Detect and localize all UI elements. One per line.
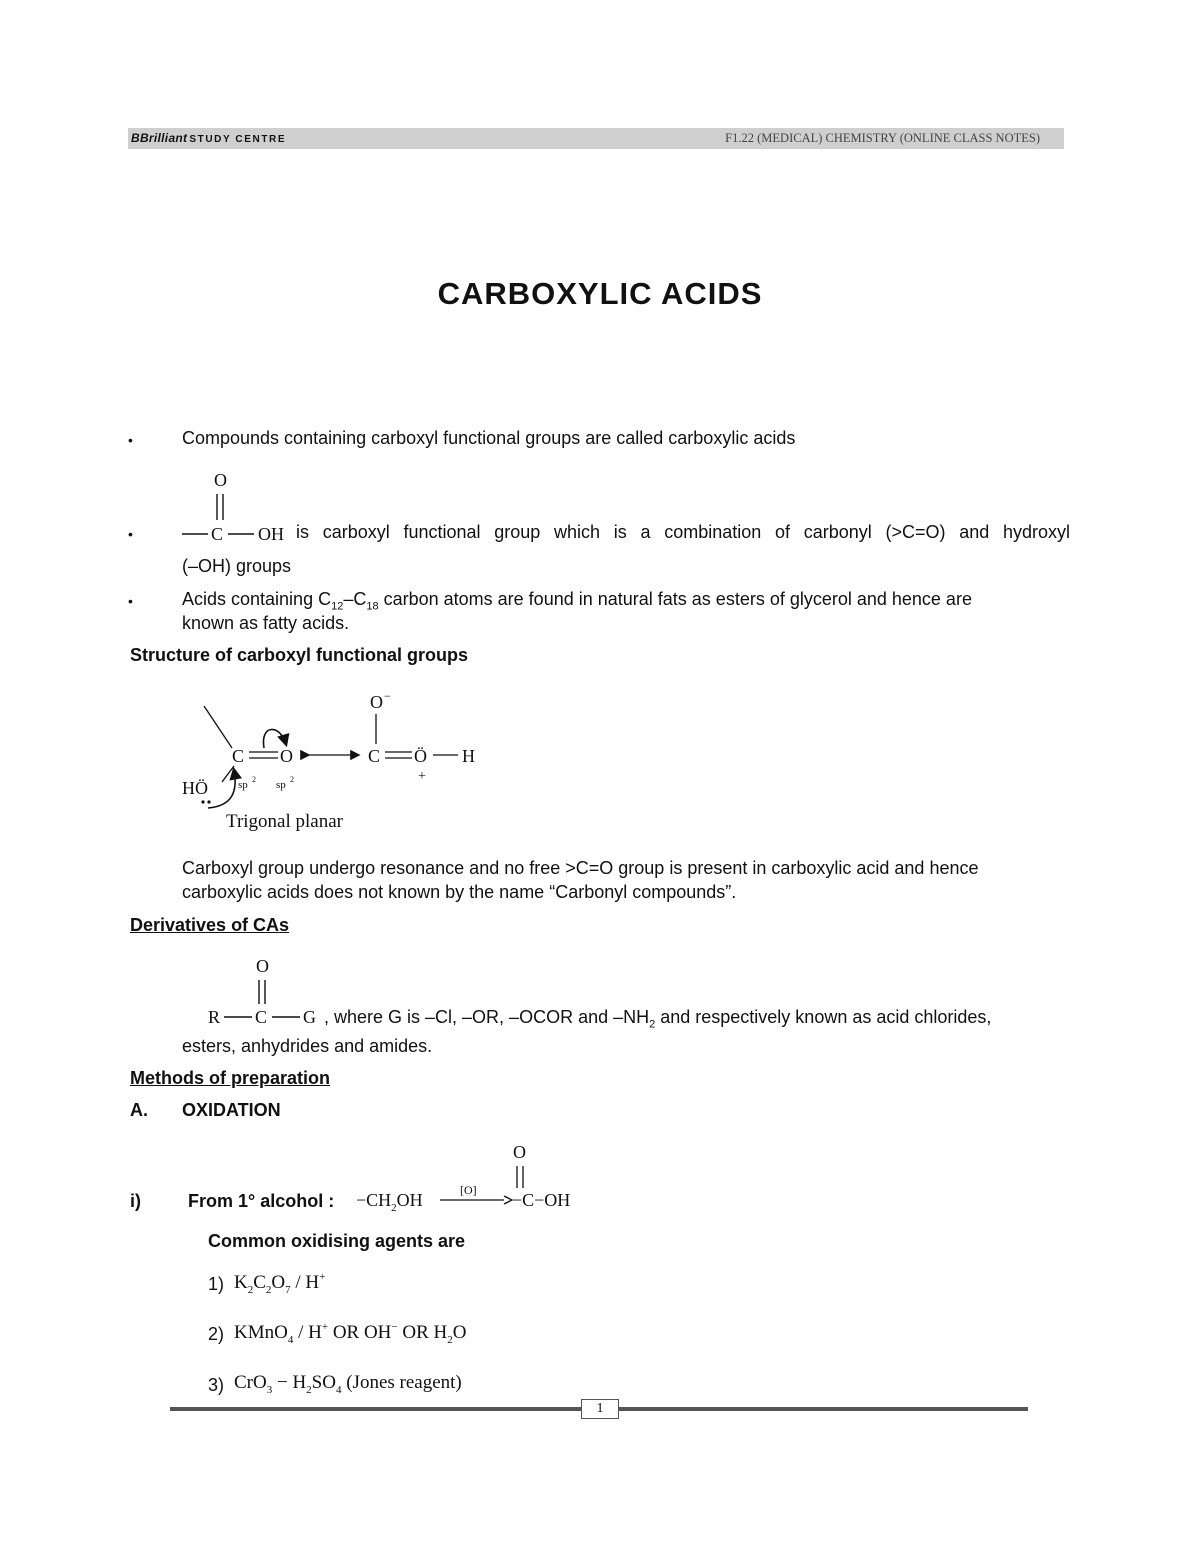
svg-text:K2C2O7 / H+: $K_2C_2O_7 / H^+$ <box>234 1271 326 1296</box>
section-letter: A. <box>130 1100 148 1120</box>
svg-text:HÖ: HÖ <box>182 778 208 798</box>
svg-text:CrO3 − H2SO4 (Jones reagent): $CrO_3 - H_2SO_4$ (Jones reagent) <box>234 1372 462 1396</box>
bullet-marker: • <box>128 593 133 609</box>
section-title: OXIDATION <box>182 1100 281 1120</box>
alcohol-oxidation-equation <box>354 1138 584 1218</box>
svg-text:C: C <box>368 746 381 766</box>
svg-text:sp: sp <box>276 779 286 791</box>
item-number: i) <box>130 1191 141 1211</box>
bullet-3-text: Acids containing $C_{12}-C_{18}$ carbon atoms are found in natural fats as esters of glycerol and hence are <box>182 589 972 613</box>
agent-2-number: 2) <box>208 1324 225 1344</box>
svg-text:−C−OH: −C−OH <box>512 1190 571 1210</box>
svg-text:G: G <box>303 1007 316 1027</box>
page-number: 1 <box>581 1399 619 1419</box>
svg-text:+: + <box>418 769 426 784</box>
brand-name: BBrilliant STUDY CENTRE <box>131 131 287 145</box>
bullet-2-continuation: (–OH) groups <box>182 556 292 576</box>
derivatives-heading: Derivatives of CAs <box>130 915 290 935</box>
methods-heading: Methods of preparation <box>130 1068 331 1088</box>
svg-text:R: R <box>208 1007 221 1027</box>
structure-heading: Structure of carboxyl functional groups <box>130 645 469 665</box>
svg-text:C: C <box>232 746 245 766</box>
item-label: From 1° alcohol : <box>188 1191 335 1211</box>
derivatives-text-line-2: esters, anhydrides and amides. <box>182 1036 433 1056</box>
svg-text:C: C <box>255 1007 268 1027</box>
svg-text:2: 2 <box>252 775 256 784</box>
svg-text:H: H <box>462 746 475 766</box>
bullet-2-text: is carboxyl functional group which is a combination of carbonyl (>C=O) and hydroxyl <box>296 522 1070 542</box>
acid-derivative-structure <box>204 952 330 1032</box>
svg-text:O: O <box>513 1142 526 1162</box>
bullet-3-continuation: known as fatty acids. <box>182 613 350 633</box>
resonance-text-line-2: carboxylic acids does not known by the name “Carbonyl compounds”. <box>182 882 737 902</box>
svg-text:sp: sp <box>238 779 248 791</box>
resonance-text-line-1: Carboxyl group undergo resonance and no free >C=O group is present in carboxylic acid and hence <box>182 858 979 878</box>
svg-text:OH: OH <box>258 524 284 544</box>
agent-1-formula <box>232 1266 372 1300</box>
brand-suffix: STUDY CENTRE <box>189 134 287 145</box>
svg-text:O: O <box>280 746 293 766</box>
trigonal-planar-label: Trigonal planar <box>226 811 343 832</box>
agent-3-formula <box>232 1366 532 1400</box>
svg-text:−CH2OH: $-CH_2OH$ <box>356 1190 423 1214</box>
carboxyl-group-structure <box>178 468 294 550</box>
svg-text:O: O <box>370 692 383 712</box>
bullet-marker: • <box>128 432 133 448</box>
agent-1-number: 1) <box>208 1274 225 1294</box>
agents-heading: Common oxidising agents are <box>208 1231 466 1251</box>
bullet-marker: • <box>128 526 133 542</box>
derivatives-text: , where G is –Cl, –OR, –OCOR and $-NH_2$ and respectively known as acid chlorides, <box>324 1007 992 1031</box>
agent-2-formula <box>232 1316 532 1350</box>
svg-text:[O]: [O] <box>460 1183 477 1197</box>
svg-text:Ö: Ö <box>414 746 427 766</box>
svg-text:−: − <box>384 689 391 703</box>
bullet-1-text: Compounds containing carboxyl functional groups are called carboxylic acids <box>182 428 796 448</box>
agent-3-number: 3) <box>208 1375 225 1395</box>
svg-text:O: O <box>214 470 227 490</box>
course-title: F1.22 (MEDICAL) CHEMISTRY (ONLINE CLASS NOTES) <box>725 131 1040 145</box>
svg-text:2: 2 <box>290 775 294 784</box>
svg-text:O: O <box>256 956 269 976</box>
page-title: CARBOXYLIC ACIDS <box>437 276 763 311</box>
svg-text:C: C <box>211 524 224 544</box>
svg-text:KMnO4 / H+ OR OH− OR H2O: KMnO$_4$ / H+ OR OH− OR $H_2O$ <box>234 1321 467 1346</box>
